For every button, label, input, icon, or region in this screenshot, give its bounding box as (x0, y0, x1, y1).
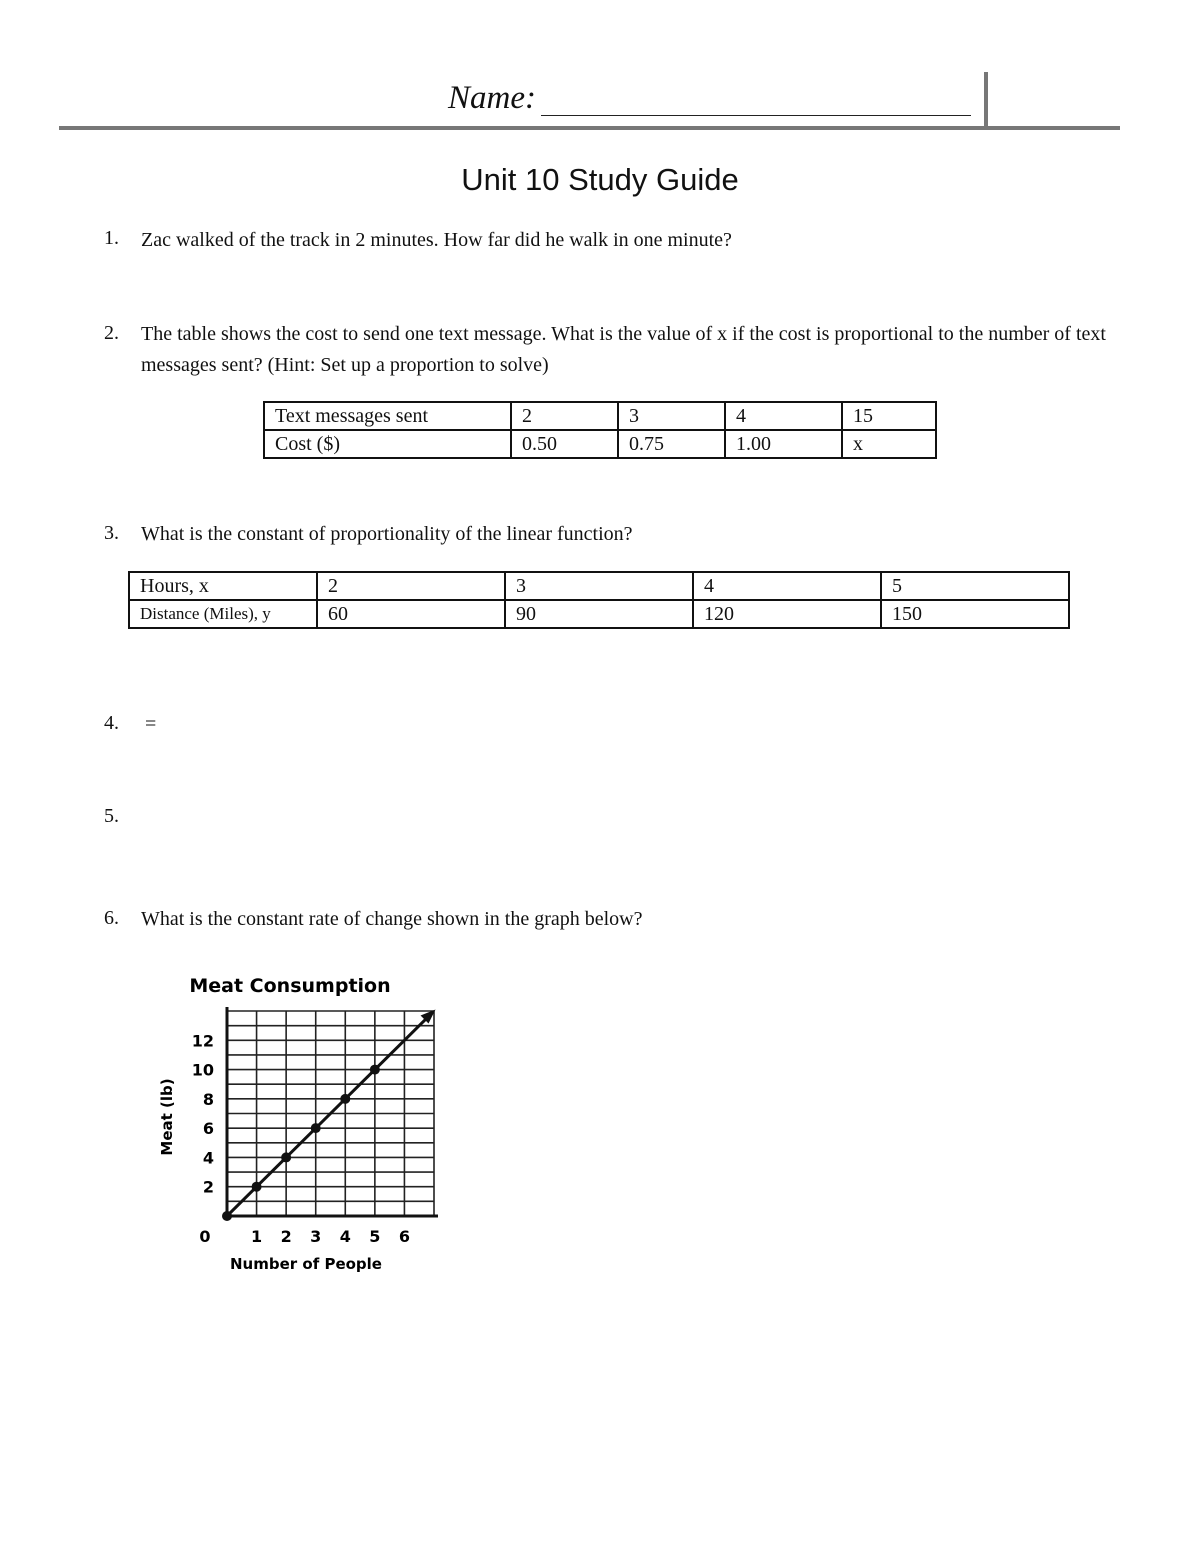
table-cell: 3 (618, 402, 725, 430)
hours-distance-table (128, 571, 1070, 629)
y-tick-label: 8 (202, 1089, 214, 1109)
page-title: Unit 10 Study Guide (461, 162, 739, 197)
table-cell: 3 (505, 572, 693, 600)
question-4-number: 4. (104, 712, 119, 734)
table-row (264, 402, 936, 430)
question-1-text: Zac walked of the track in 2 minutes. How far did he walk in one minute? (141, 229, 732, 251)
header-divider (59, 126, 1120, 130)
table-cell: 15 (842, 402, 936, 430)
data-point (222, 1211, 232, 1221)
table-cell: 4 (725, 402, 842, 430)
question-5-number: 5. (104, 805, 119, 827)
table-cell: 2 (317, 572, 505, 600)
y-tick-label: 2 (202, 1177, 214, 1197)
question-3-text: What is the constant of proportionality of the linear function? (141, 523, 633, 545)
table-cell: 4 (693, 572, 881, 600)
data-point (311, 1123, 321, 1133)
x-tick-label: 2 (280, 1227, 292, 1246)
data-point (370, 1065, 380, 1075)
y-tick-label: 6 (202, 1119, 214, 1139)
question-2-number: 2. (104, 322, 119, 344)
x-tick-label: 1 (251, 1227, 263, 1246)
name-blank-line[interactable] (541, 115, 971, 116)
table-cell: 1.00 (725, 430, 842, 458)
table-cell: 0.75 (618, 430, 725, 458)
table-cell: 2 (511, 402, 618, 430)
x-axis-label: Number of People (230, 1255, 382, 1273)
question-6-number: 6. (104, 907, 119, 929)
question-4-text: = (145, 713, 157, 735)
question-3-number: 3. (104, 522, 119, 544)
table-cell: x (842, 430, 936, 458)
table-row (264, 430, 936, 458)
table-cell: 90 (505, 600, 693, 628)
text-message-cost-table (263, 401, 937, 459)
y-tick-label: 4 (202, 1148, 214, 1168)
question-2-text: The table shows the cost to send one text message. What is the value of x if the cost is proportional to the number of text messages sent? (Hint: Set up a proportion to solve) (141, 323, 1106, 376)
table-cell: 120 (693, 600, 881, 628)
x-tick-label: 5 (369, 1227, 381, 1246)
question-1-number: 1. (104, 227, 119, 249)
x-tick-label: 3 (310, 1227, 322, 1246)
data-point (281, 1152, 291, 1162)
table-row (129, 572, 1069, 600)
x-tick-label: 4 (339, 1227, 351, 1246)
header-divider-tick (984, 72, 988, 128)
x-tick-label: 0 (199, 1227, 211, 1246)
data-point (340, 1094, 350, 1104)
chart-title: Meat Consumption (189, 975, 391, 997)
meat-consumption-chart (150, 962, 450, 1282)
y-axis-label: Meat (lb) (158, 1078, 176, 1156)
table-cell: 0.50 (511, 430, 618, 458)
table-cell: Text messages sent (264, 402, 511, 430)
table-cell: 150 (881, 600, 1069, 628)
table-row (129, 600, 1069, 628)
table-cell: Hours, x (129, 572, 317, 600)
table-cell: Distance (Miles), y (129, 600, 317, 628)
chart-series (222, 1009, 436, 1221)
table-cell: 60 (317, 600, 505, 628)
table-cell: 5 (881, 572, 1069, 600)
x-tick-label: 6 (398, 1227, 410, 1246)
question-6-text: What is the constant rate of change shown in the graph below? (141, 908, 643, 930)
y-tick-label: 10 (191, 1060, 214, 1080)
data-point (252, 1182, 262, 1192)
name-label: Name: (448, 80, 536, 116)
table-cell: Cost ($) (264, 430, 511, 458)
y-tick-label: 12 (191, 1031, 214, 1051)
